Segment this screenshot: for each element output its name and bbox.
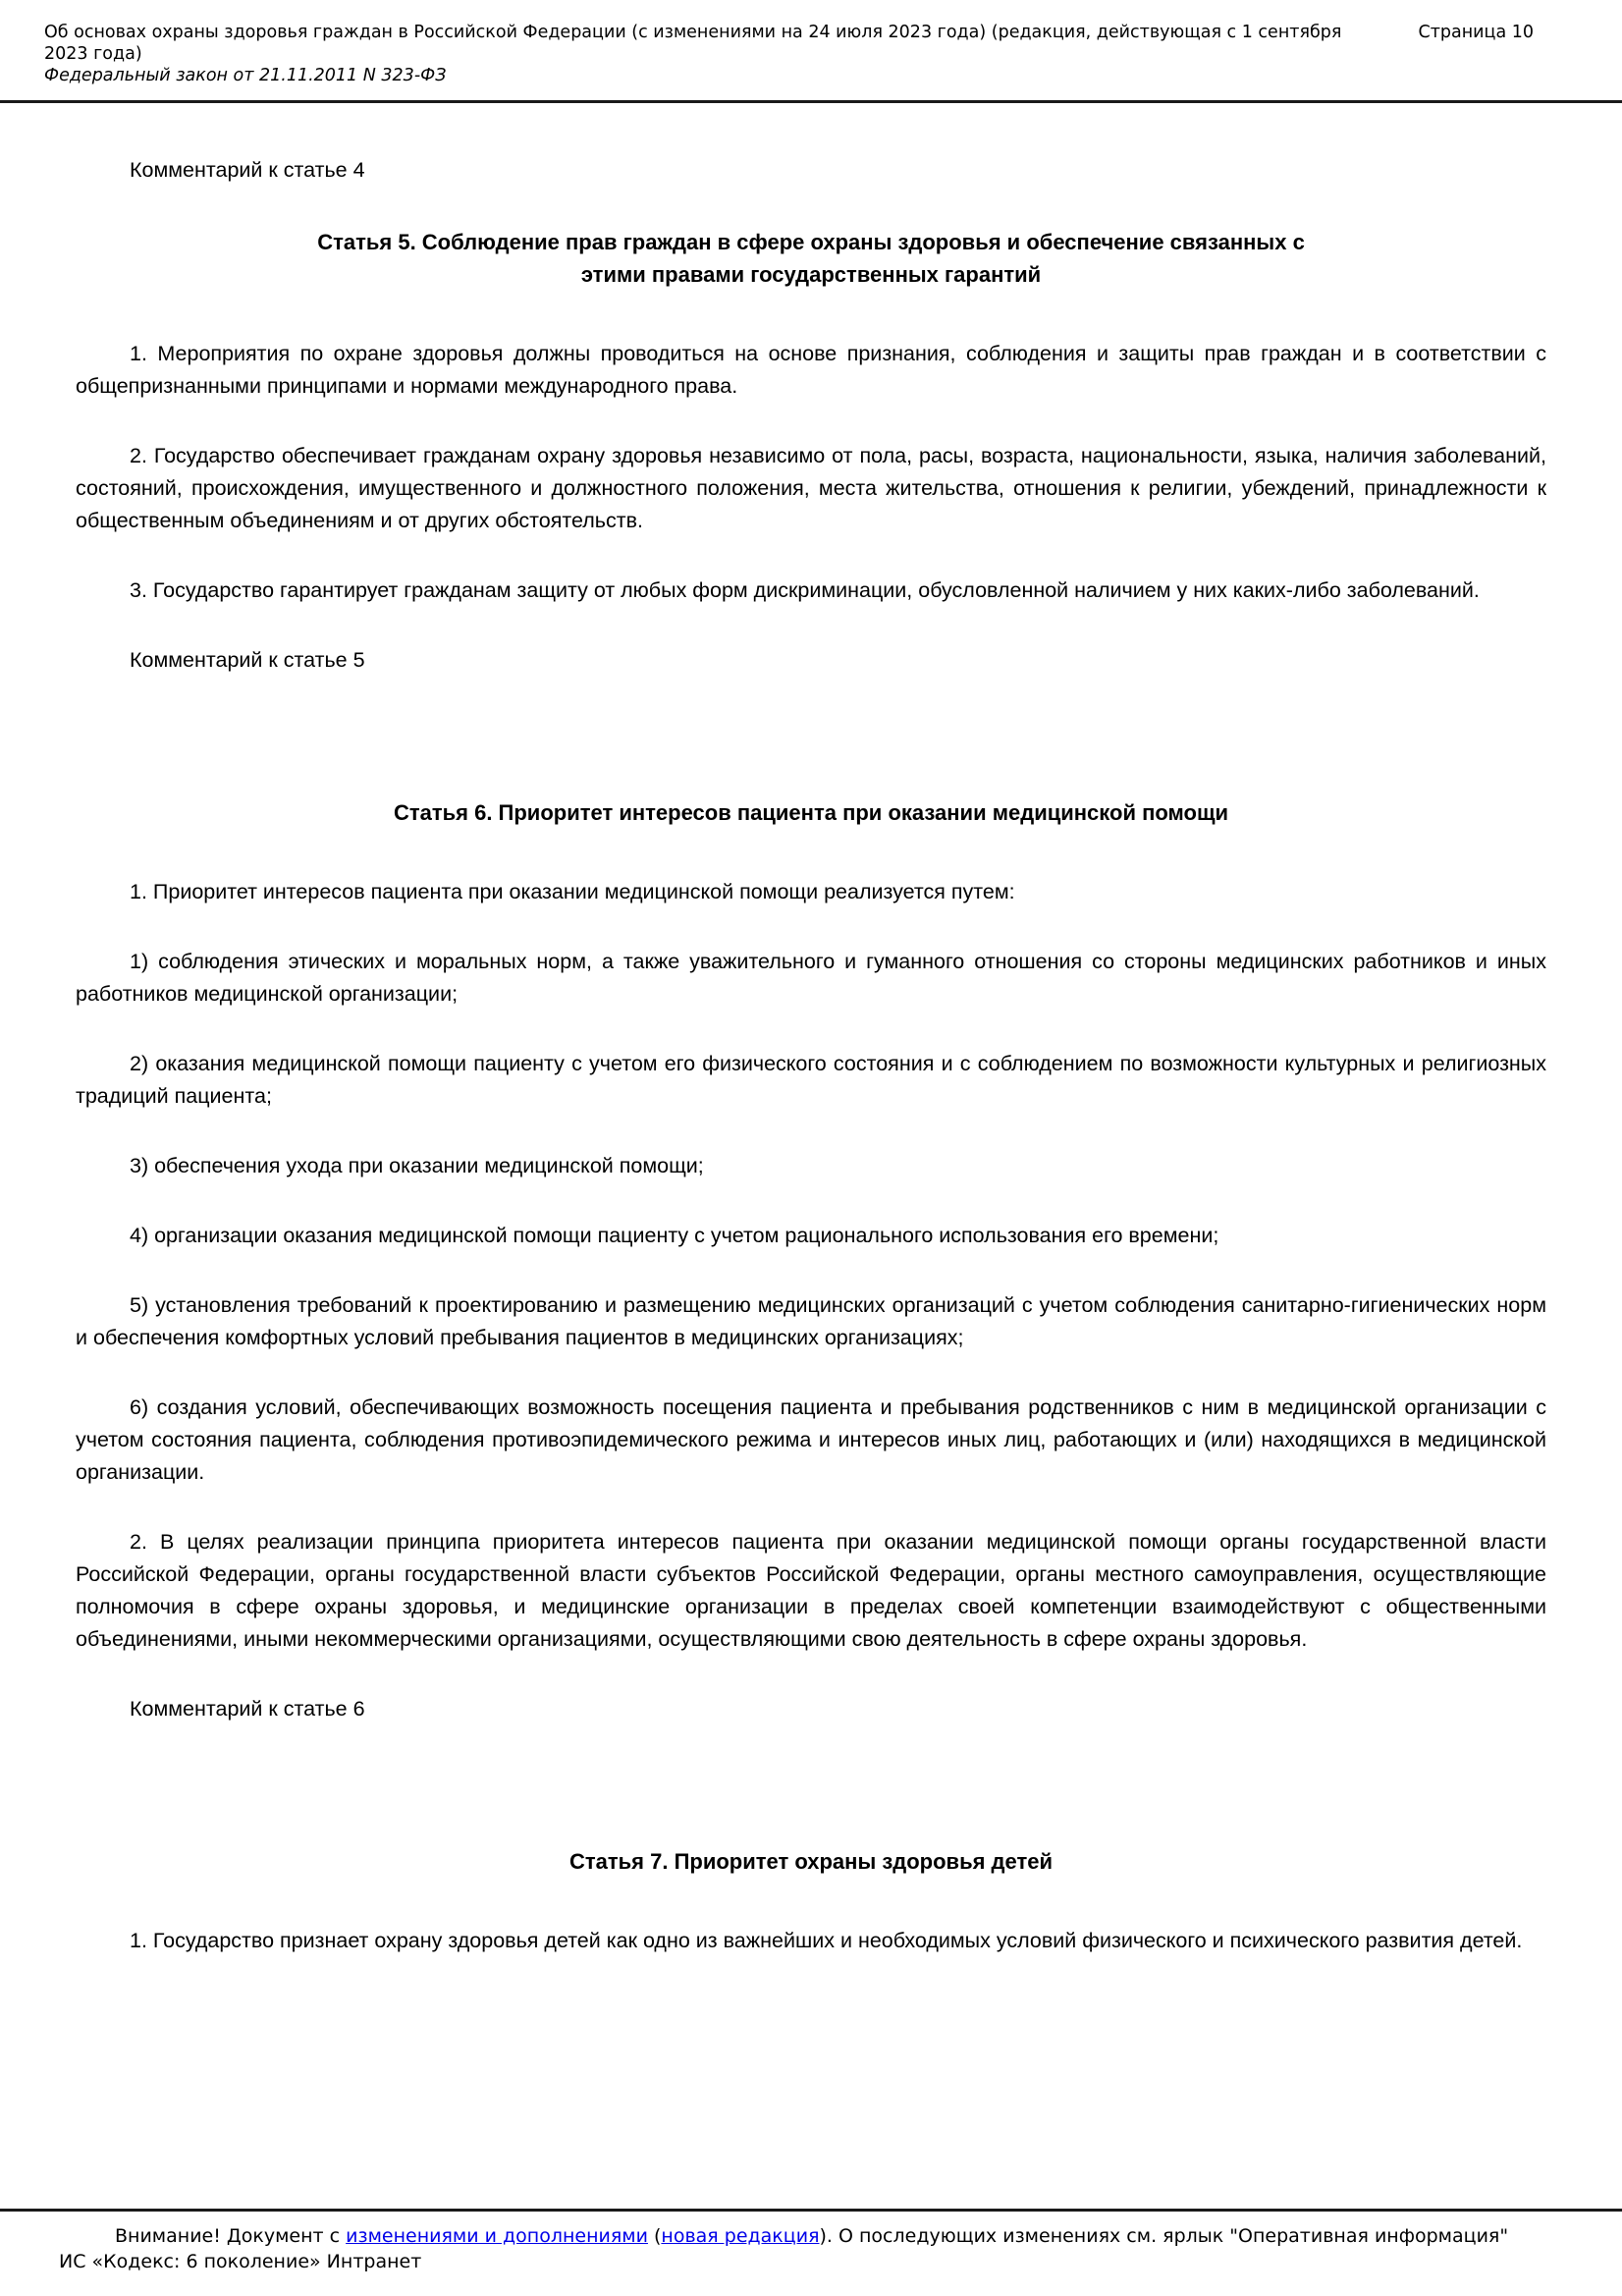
new-edition-link[interactable]: новая редакция [661, 2225, 820, 2247]
body-paragraph: 2. Государство обеспечивает гражданам охрану здоровья независимо от пола, расы, возраста, национальности, языка, наличия заболеваний, состояний, происхождения, имущественного и должностного положения, места жительства, отношения к религии, убеждений, принадлежности к общественным объединениям и от других обстоятельств. [76, 444, 1546, 532]
changes-link[interactable]: изменениями и дополнениями [346, 2225, 648, 2247]
body-paragraph: 2. В целях реализации принципа приоритета интересов пациента при оказании медицинской помощи органы государственной власти Российской Федерации, органы государственной власти субъектов Российской Федерации, органы местного самоуправления, осуществляющие полномочия в сфере охраны здоровья, и медицинские организации в пределах своей компетенции взаимодействуют с общественными объединениями, иными некоммерческими организациями, осуществляющими свою деятельность в сфере охраны здоровья. [76, 1530, 1546, 1651]
comment-paragraph: Комментарий к статье 5 [130, 648, 365, 672]
page-header [0, 0, 1622, 86]
article-heading: Статья 7. Приоритет охраны здоровья детей [568, 1849, 1054, 1874]
document-title [44, 22, 1370, 86]
body-paragraph: 1. Государство признает охрану здоровья детей как одно из важнейших и необходимых условий физического и психического развития детей. [130, 1929, 1523, 1952]
body-paragraph: 4) организации оказания медицинской помощи пациенту с учетом рационального использования его времени; [130, 1224, 1219, 1247]
comment-paragraph: Комментарий к статье 6 [130, 1697, 365, 1721]
page-footer [0, 2209, 1622, 2274]
footer-notice-between: ( [647, 2225, 662, 2247]
footer-notice [59, 2223, 1563, 2249]
body-paragraph: 1. Мероприятия по охране здоровья должны проводиться на основе признания, соблюдения и защиты прав граждан и в соответствии с общепризнанными принципами и нормами международного права. [76, 342, 1546, 398]
body-paragraph: 3. Государство гарантирует гражданам защиту от любых форм дискриминации, обусловленной наличием у них каких-либо заболеваний. [130, 578, 1480, 602]
comment-paragraph: Комментарий к статье 4 [130, 158, 365, 182]
article-heading: Статья 6. Приоритет интересов пациента при оказании медицинской помощи [393, 800, 1229, 825]
footer-notice-prefix: Внимание! Документ с [115, 2225, 347, 2247]
footer-notice-suffix: ). О последующих изменениях см. ярлык "Оперативная информация" [819, 2225, 1509, 2247]
system-label: ИС «Кодекс: 6 поколение» Интранет [59, 2251, 422, 2272]
body-paragraph: 3) обеспечения ухода при оказании медицинской помощи; [130, 1154, 704, 1177]
body-paragraph: 2) оказания медицинской помощи пациенту с учетом его физического состояния и с соблюдением по возможности культурных и религиозных традиций пациента; [76, 1052, 1546, 1108]
body-paragraph: 1. Приоритет интересов пациента при оказании медицинской помощи реализуется путем: [130, 880, 1015, 903]
document-type-line: Федеральный закон от 21.11.2011 N 323-ФЗ [44, 66, 447, 85]
document-body [0, 103, 1622, 1957]
body-paragraph: 6) создания условий, обеспечивающих возможность посещения пациента и пребывания родственников с ним в медицинской организации с учетом состояния пациента, соблюдения противоэпидемического режима и интересов иных лиц, работающих и (или) находящихся в медицинской организации. [76, 1395, 1546, 1484]
document-title-text: Об основах охраны здоровья граждан в Российской Федерации (с изменениями на 24 июля 2023 года) (редакция, действующая с 1 сентября 2023 года) [44, 23, 1342, 64]
article-heading: Статья 5. Соблюдение прав граждан в сфере охраны здоровья и обеспечение связанных с этими правами государственных гарантий [317, 230, 1305, 287]
page-number: Страница 10 [1418, 23, 1534, 42]
body-paragraph: 5) установления требований к проектированию и размещению медицинских организаций с учетом соблюдения санитарно-гигиенических норм и обеспечения комфортных условий пребывания пациентов в медицинских организациях; [76, 1293, 1546, 1349]
body-paragraph: 1) соблюдения этических и моральных норм, а также уважительного и гуманного отношения со стороны медицинских работников и иных работников медицинской организации; [76, 950, 1546, 1006]
